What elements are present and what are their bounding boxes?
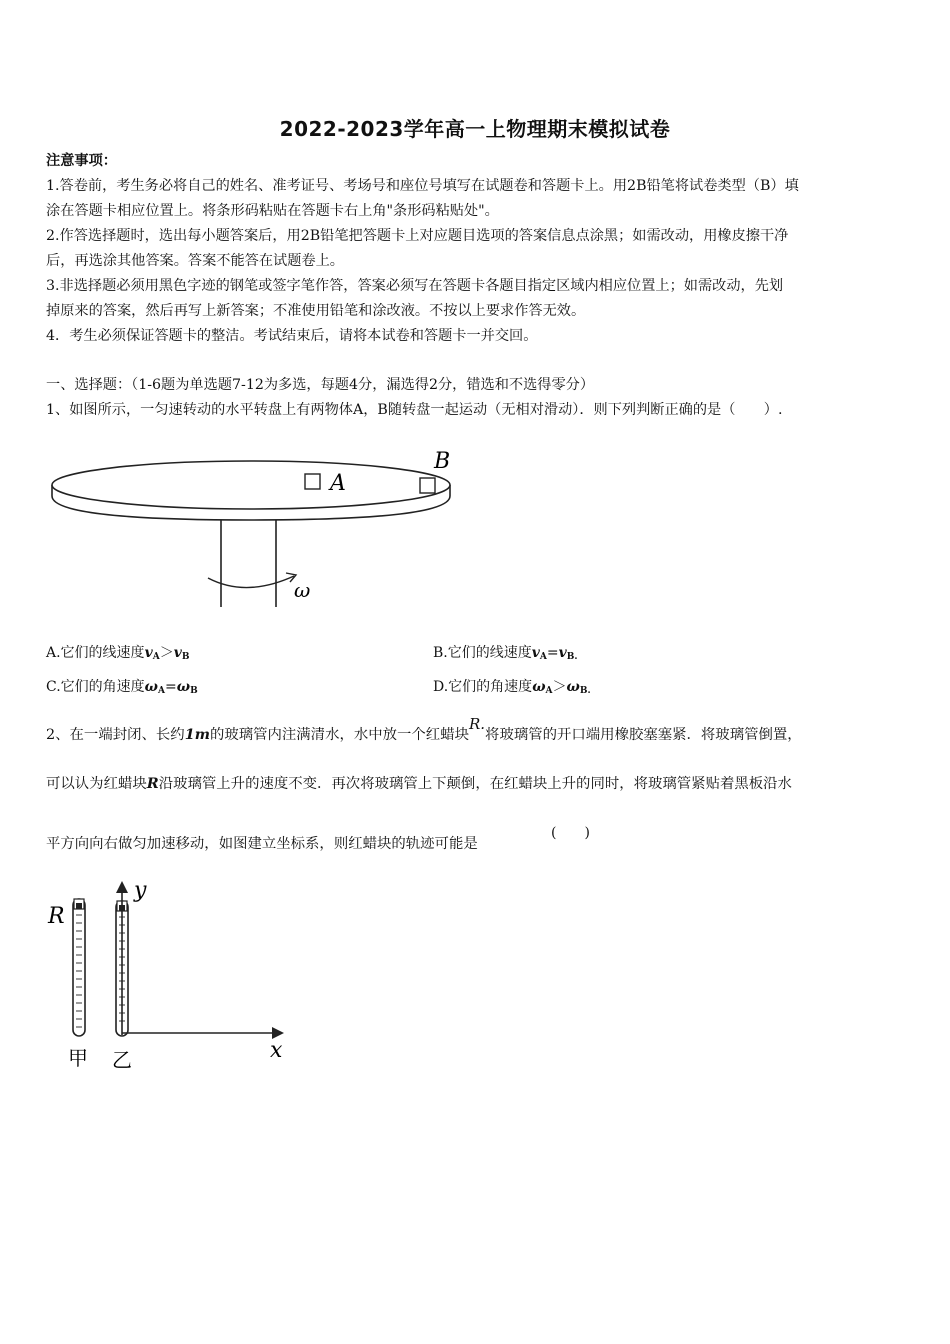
q2-l2-a: 可以认为红蜡块	[46, 776, 147, 792]
option-b-sub1: A	[539, 652, 547, 662]
label-yi: 乙	[112, 1048, 132, 1072]
q1-option-b[interactable]	[433, 643, 578, 667]
q2-stem-line-2	[46, 773, 792, 795]
q1-option-d[interactable]	[433, 677, 591, 701]
label-y: y	[134, 878, 147, 903]
option-a-sym1: v	[144, 645, 153, 661]
q1-option-c[interactable]	[46, 677, 198, 701]
option-b-rel: =	[546, 645, 559, 661]
option-b-text: B.它们的线速度	[433, 645, 532, 661]
option-c-text: C.它们的角速度	[46, 679, 145, 695]
label-a: A	[330, 471, 346, 496]
q2-l1-c: 将玻璃管的开口端用橡胶塞塞紧．将玻璃管倒置，	[485, 727, 802, 743]
label-jia: 甲	[68, 1046, 88, 1070]
q2-l1-a: 2、在一端封闭、长约	[46, 727, 185, 743]
notice-line-5: 3.非选择题必须用黑色字迹的钢笔或签字笔作答，答案必须写在答题卡各题目指定区域内相应位置上；如需改动，先划	[46, 278, 784, 294]
option-a-rel: ＞	[159, 645, 174, 661]
option-c-sym1: ω	[144, 679, 159, 695]
label-r: R	[48, 904, 65, 929]
option-d-sub1: A	[545, 686, 553, 696]
option-b-sym2: v	[558, 645, 567, 661]
option-b-sub2: B.	[566, 652, 578, 662]
q1-turntable-figure	[46, 440, 466, 615]
q2-l1-m: 1m	[184, 726, 210, 743]
notice-line-4: 后，再选涂其他答案。答案不能答在试题卷上。	[46, 253, 344, 269]
option-a-sub2: B	[181, 652, 190, 662]
option-d-sub2: B.	[579, 686, 591, 696]
notice-line-2: 涂在答题卡相应位置上。将条形码粘贴在答题卡右上角"条形码粘贴处"。	[46, 203, 499, 219]
option-c-rel: =	[165, 679, 177, 695]
option-a-text: A.它们的线速度	[46, 645, 145, 661]
q2-l1-r: R.	[468, 715, 486, 733]
notice-line-7: 4．考生必须保证答题卡的整洁。考试结束后，请将本试卷和答题卡一并交回。	[46, 328, 538, 344]
option-a-sym2: v	[173, 645, 182, 661]
q2-l2-b: 沿玻璃管上升的速度不变．再次将玻璃管上下颠倒，在红蜡块上升的同时，将玻璃管紧贴着黑板沿水	[158, 776, 792, 792]
label-b: B	[434, 449, 451, 474]
label-x: x	[270, 1038, 283, 1063]
option-d-rel: ＞	[552, 679, 567, 695]
page-title: 2022-2023学年高一上物理期末模拟试卷	[279, 117, 671, 141]
q1-stem: 1、如图所示，一匀速转动的水平转盘上有两物体A，B随转盘一起运动（无相对滑动）．则下列判断正确的是（ ）.	[46, 402, 783, 418]
notice-line-3: 2.作答选择题时，选出每小题答案后，用2B铅笔把答题卡上对应题目选项的答案信息点涂黑；如需改动，用橡皮擦干净	[46, 228, 789, 244]
option-d-sym2: ω	[566, 679, 580, 695]
label-omega: ω	[294, 578, 311, 602]
section-heading: 一、选择题：（1-6题为单选题7-12为多选，每题4分，漏选得2分，错选和不选得零分）	[46, 377, 595, 393]
notice-heading: 注意事项：	[46, 153, 117, 169]
option-c-sub1: A	[158, 686, 165, 696]
option-d-sym1: ω	[532, 679, 546, 695]
q2-l1-b: 的玻璃管内注满清水，水中放一个红蜡块	[209, 727, 469, 743]
q2-stem-line-1	[46, 715, 802, 746]
q2-stem-line-3	[46, 833, 478, 855]
option-d-text: D.它们的角速度	[433, 679, 533, 695]
q2-answer-paren: ( )	[551, 825, 590, 841]
q2-l2-r: R	[146, 775, 159, 792]
option-c-sym2: ω	[176, 679, 191, 695]
notice-line-1: 1.答卷前，考生务必将自己的姓名、准考证号、考场号和座位号填写在试题卷和答题卡上。用2B铅笔将试卷类型（B）填	[46, 178, 799, 194]
q1-option-a[interactable]	[46, 643, 189, 667]
option-b-sym1: v	[531, 645, 540, 661]
q2-l3: 平方向向右做匀加速移动，如图建立坐标系，则红蜡块的轨迹可能是	[46, 836, 478, 852]
notice-line-6: 掉原来的答案，然后再写上新答案；不准使用铅笔和涂改液。不按以上要求作答无效。	[46, 303, 586, 319]
q2-tube-figure	[46, 875, 296, 1075]
option-a-sub1: A	[152, 652, 160, 662]
option-c-sub2: B	[190, 686, 198, 696]
